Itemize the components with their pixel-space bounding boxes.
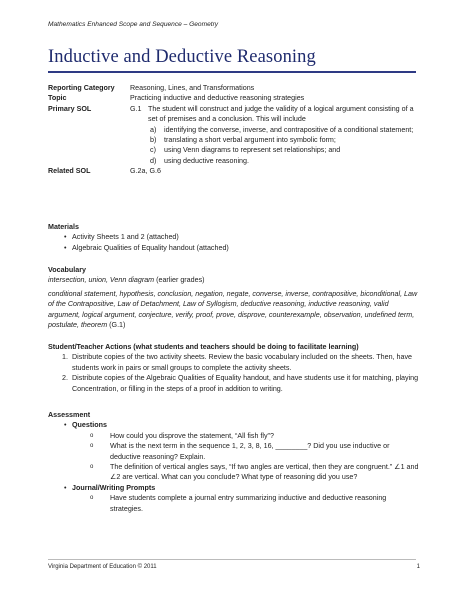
list-item bbox=[48, 420, 420, 430]
primary-sol-row bbox=[48, 104, 420, 166]
bullet-icon: • bbox=[64, 483, 67, 492]
material-text: Algebraic Qualities of Equality handout (attached) bbox=[72, 243, 229, 252]
questions-label: Questions bbox=[72, 421, 107, 430]
material-text: Activity Sheets 1 and 2 (attached) bbox=[72, 233, 179, 242]
reporting-category-label: Reporting Category bbox=[48, 84, 115, 92]
circle-bullet-icon: o bbox=[90, 443, 94, 450]
list-item bbox=[148, 125, 420, 135]
action-text: Distribute copies of the two activity sheets. Review the basic vocabulary included on the sheets. Then, have students work in pairs or small groups to complete the activity sheets. bbox=[72, 353, 413, 372]
item-marker: a) bbox=[150, 125, 157, 134]
assessment-title: Assessment bbox=[48, 411, 91, 419]
topic-value: Practicing inductive and deductive reasoning strategies bbox=[130, 94, 305, 103]
list-item bbox=[48, 462, 420, 483]
related-sol-label: Related SOL bbox=[48, 167, 91, 176]
footer-divider bbox=[48, 559, 416, 560]
vocabulary-title: Vocabulary bbox=[48, 266, 86, 274]
circle-bullet-icon: o bbox=[90, 432, 94, 439]
journal-label: Journal/Writing Prompts bbox=[72, 483, 156, 492]
primary-sol-description bbox=[148, 104, 420, 166]
actions-list bbox=[48, 352, 420, 394]
topic-label: Topic bbox=[48, 94, 67, 103]
vocabulary-earlier bbox=[48, 275, 420, 285]
related-sol-value: G.2a, G.6 bbox=[130, 167, 161, 176]
page-number: 1 bbox=[416, 564, 420, 570]
materials-title: Materials bbox=[48, 223, 79, 231]
materials-list bbox=[48, 232, 420, 253]
vocabulary-section bbox=[48, 265, 420, 330]
actions-title: Student/Teacher Actions (what students and teachers should be doing to facilitate learning) bbox=[48, 343, 359, 351]
primary-sol-code: G.1 bbox=[130, 104, 142, 113]
question-text: The definition of vertical angles says, “If two angles are vertical, then they are congruent.” ∠1 and ∠2 are vertical. What can you conclude? What type of reasoning did you use? bbox=[110, 463, 419, 482]
page-title: Inductive and Deductive Reasoning bbox=[48, 47, 316, 67]
title-divider bbox=[48, 71, 416, 73]
item-marker: c) bbox=[150, 146, 156, 155]
list-item bbox=[48, 483, 420, 493]
list-item bbox=[148, 145, 420, 155]
circle-bullet-icon: o bbox=[90, 464, 94, 471]
primary-sol-text: The student will construct and judge the validity of a logical argument consisting of a set of premises and a conclusion. This will include bbox=[148, 104, 414, 124]
vocabulary-earlier-terms: intersection, union, Venn diagram bbox=[48, 276, 155, 285]
assessment-list bbox=[48, 420, 420, 430]
list-item bbox=[148, 135, 420, 145]
primary-sol-items bbox=[148, 125, 420, 167]
series-header: Mathematics Enhanced Scope and Sequence – Geometry bbox=[48, 21, 219, 28]
reporting-category-row bbox=[48, 83, 420, 93]
materials-section bbox=[48, 222, 420, 253]
item-marker: b) bbox=[150, 136, 157, 145]
bullet-icon: • bbox=[64, 233, 67, 242]
question-text: How could you disprove the statement, “All fish fly”? bbox=[110, 431, 274, 440]
list-item bbox=[48, 232, 420, 242]
vocabulary-note: (G.1) bbox=[107, 321, 126, 330]
vocabulary-earlier-note: (earlier grades) bbox=[154, 276, 205, 285]
list-item bbox=[48, 493, 420, 514]
action-text: Distribute copies of the Algebraic Qualities of Equality handout, and have students use it for matching, playing Concentration, or filling in the steps of a proof in addition to writing. bbox=[72, 374, 419, 393]
list-item bbox=[148, 156, 420, 166]
list-item bbox=[48, 352, 420, 373]
journal-prompts bbox=[48, 493, 420, 514]
bullet-icon: • bbox=[64, 421, 67, 430]
item-marker: d) bbox=[150, 156, 157, 165]
journal-text: Have students complete a journal entry summarizing inductive and deductive reasoning strategies. bbox=[110, 494, 387, 513]
vocabulary-current bbox=[48, 289, 420, 331]
item-number: 1. bbox=[62, 353, 68, 362]
lesson-metadata bbox=[48, 83, 420, 177]
topic-row bbox=[48, 93, 420, 103]
footer-copyright: Virginia Department of Education © 2011 bbox=[48, 564, 157, 570]
actions-section bbox=[48, 342, 420, 394]
list-item bbox=[48, 431, 420, 441]
questions-list bbox=[48, 431, 420, 483]
primary-sol-label: Primary SOL bbox=[48, 104, 92, 113]
item-text: identifying the converse, inverse, and contrapositive of a conditional statement; bbox=[164, 125, 414, 134]
vocabulary-terms: conditional statement, hypothesis, conclusion, negation, negate, converse, inverse, contrapositive, biconditional, Law of the Contrapositive, Law of Detachment, Law of Syllogism, deductive reasoning, inductive reasoning, valid argument, logical argument, conjecture, verify, proof, prove, disprove, counterexample, observation, undefined term, postulate, theorem bbox=[48, 289, 418, 330]
page-footer bbox=[48, 564, 420, 570]
item-number: 2. bbox=[62, 374, 68, 383]
list-item bbox=[48, 441, 420, 462]
item-text: using Venn diagrams to represent set relationships; and bbox=[164, 146, 341, 155]
list-item bbox=[48, 373, 420, 394]
item-text: using deductive reasoning. bbox=[164, 156, 249, 165]
list-item bbox=[48, 243, 420, 253]
item-text: translating a short verbal argument into symbolic form; bbox=[164, 136, 336, 145]
related-sol-row bbox=[48, 166, 420, 176]
circle-bullet-icon: o bbox=[90, 495, 94, 502]
bullet-icon: • bbox=[64, 243, 67, 252]
assessment-section bbox=[48, 410, 420, 514]
question-text: What is the next term in the sequence 1, 2, 3, 8, 16, ________? Did you use inductive or deductive reasoning? Explain. bbox=[110, 442, 390, 461]
journal-list bbox=[48, 483, 420, 493]
reporting-category-value: Reasoning, Lines, and Transformations bbox=[130, 84, 255, 92]
